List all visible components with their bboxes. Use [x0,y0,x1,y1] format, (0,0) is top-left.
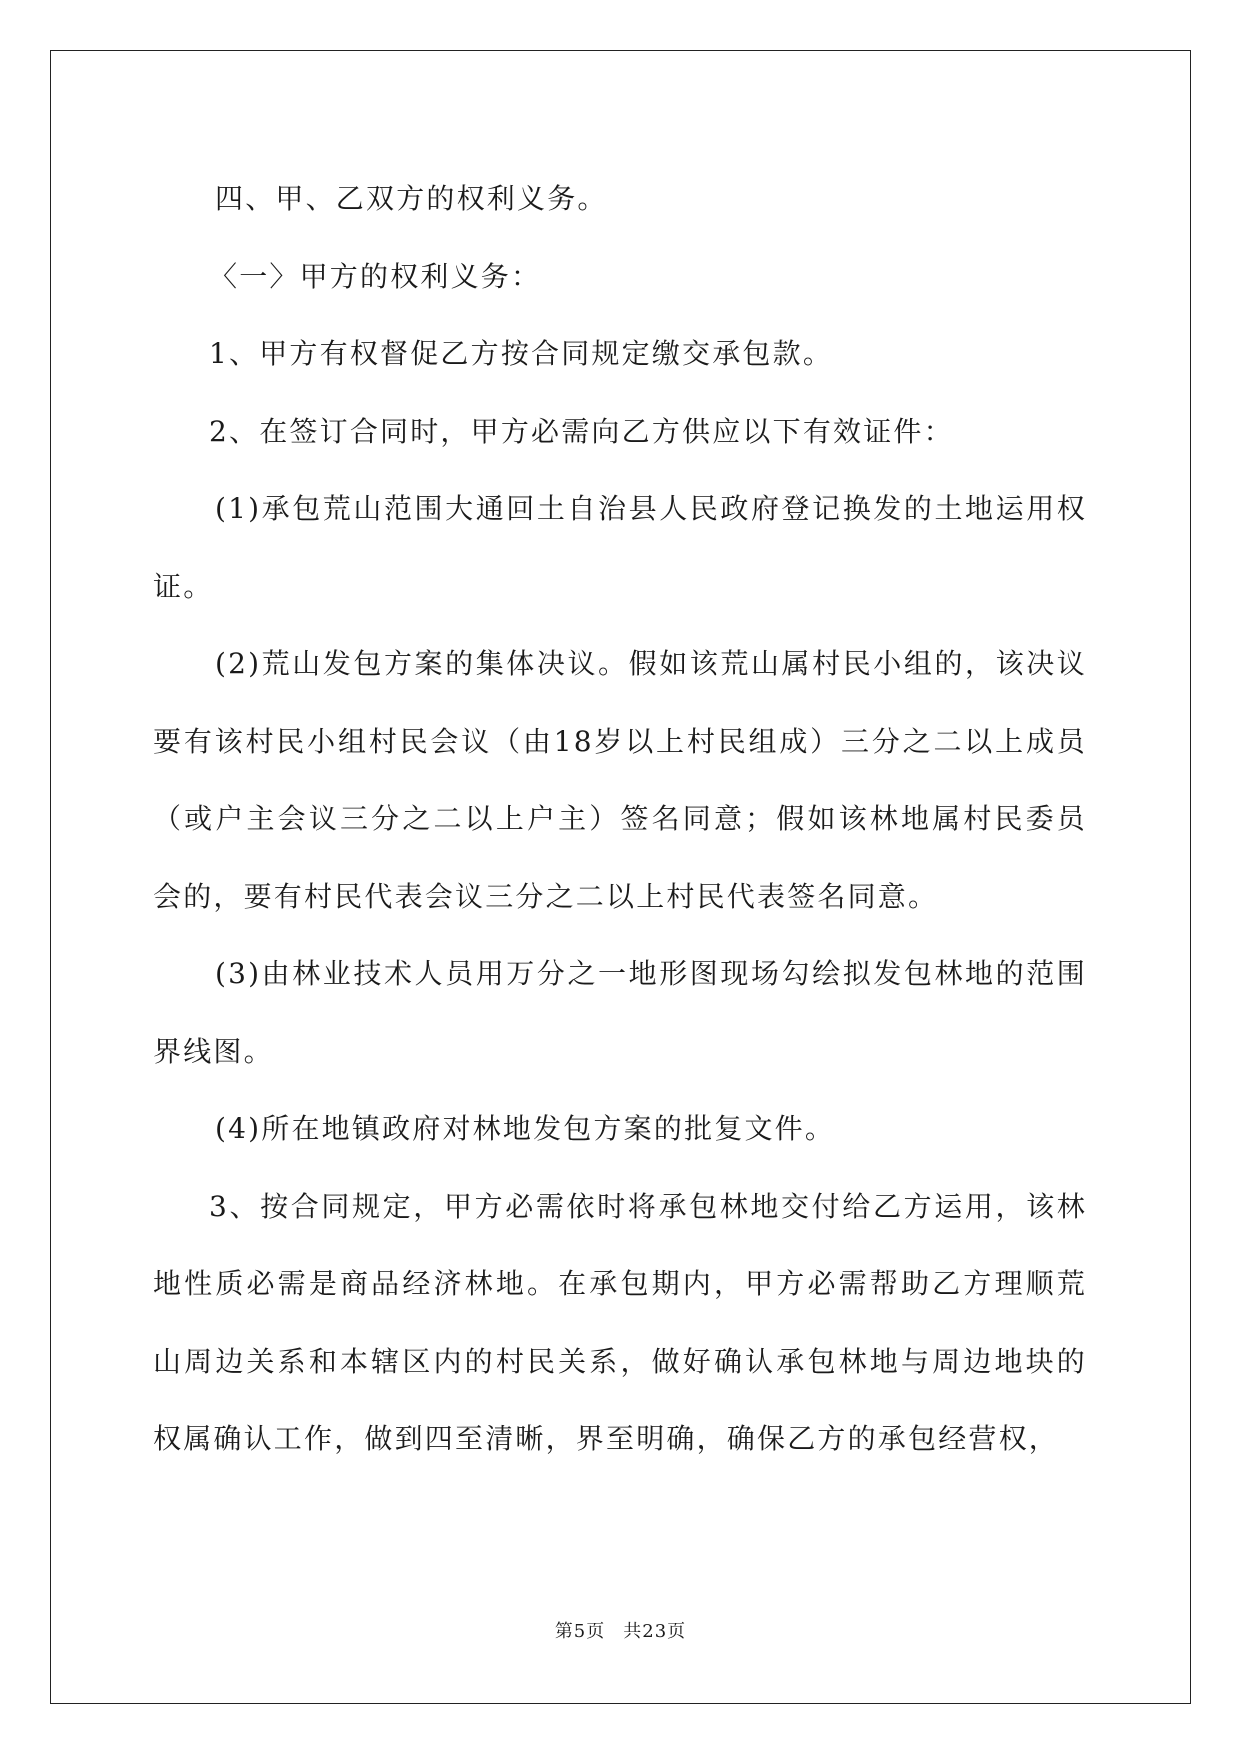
subsection-heading: 〈一〉甲方的权利义务： [209,259,542,293]
page-total: 共23页 [623,1621,687,1642]
list-item-paragraph: (3)由林业技术人员用万分之一地形图现场勾绘拟发包林地的范围界线图。 [153,957,1087,1068]
document-body [153,160,1087,1478]
clause-paragraph: 1、甲方有权督促乙方按合同规定缴交承包款。 [209,337,834,370]
page-footer [0,1617,1241,1643]
section-heading: 四、甲、乙双方的权利义务。 [215,182,608,215]
list-item-paragraph: (1)承包荒山范围大通回土自治县人民政府登记换发的土地运用权证。 [153,492,1087,603]
list-item-paragraph: (4)所在地镇政府对林地发包方案的批复文件。 [215,1112,836,1145]
list-item-paragraph: (2)荒山发包方案的集体决议。假如该荒山属村民小组的，该决议要有该村民小组村民会议（由18岁以上村民组成）三分之二以上成员（或户主会议三分之二以上户主）签名同意；假如该林地属村民委员会的，要有村民代表会议三分之二以上村民代表签名同意。 [153,647,1087,913]
clause-paragraph: 2、在签订合同时，甲方必需向乙方供应以下有效证件： [209,414,954,448]
clause-paragraph: 3、按合同规定，甲方必需依时将承包林地交付给乙方运用，该林地性质必需是商品经济林地。在承包期内，甲方必需帮助乙方理顺荒山周边关系和本辖区内的村民关系，做好确认承包林地与周边地块的权属确认工作，做到四至清晰，界至明确，确保乙方的承包经营权， [153,1189,1087,1455]
page-number: 第5页 [554,1621,606,1642]
